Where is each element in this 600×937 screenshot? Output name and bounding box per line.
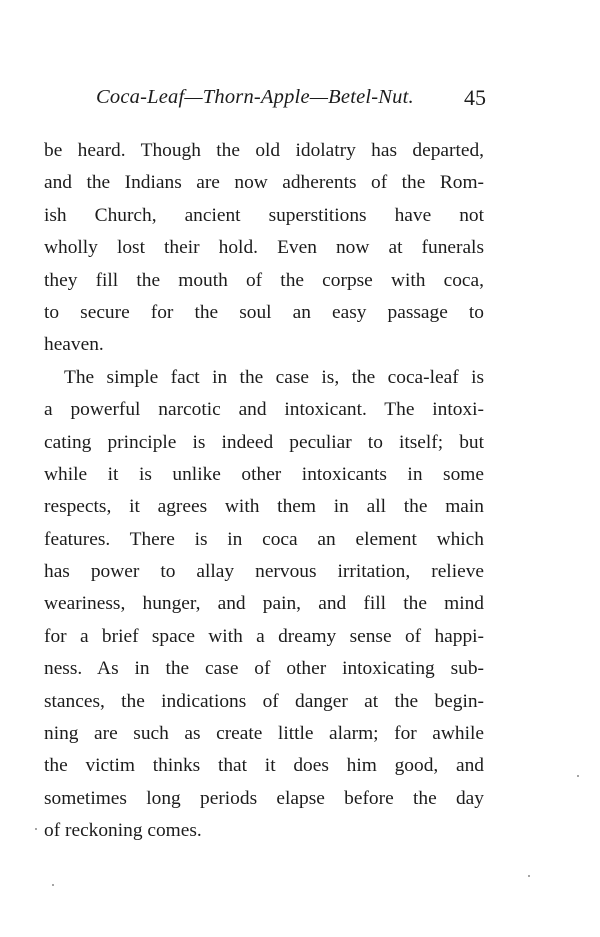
paragraph-2	[44, 362, 484, 848]
running-title: Coca-Leaf—Thorn-Apple—Betel-Nut.	[96, 86, 414, 108]
text-line: of reckoning comes.	[44, 820, 202, 842]
text-line: ning are such as create little alarm; for awhile	[44, 723, 484, 745]
text-line: weariness, hunger, and pain, and fill the mind	[44, 593, 484, 615]
text-line: and the Indians are now adherents of the Rom-	[44, 172, 484, 194]
text-line: to secure for the soul an easy passage to	[44, 301, 484, 323]
text-line: The simple fact in the case is, the coca-leaf is	[64, 366, 484, 388]
text-line: wholly lost their hold. Even now at funerals	[44, 237, 484, 259]
text-line: sometimes long periods elapse before the day	[44, 787, 484, 809]
paragraph-1	[44, 135, 484, 362]
text-line: be heard. Though the old idolatry has departed,	[44, 140, 484, 161]
text-line: features. There is in coca an element which	[44, 528, 484, 550]
text-line: stances, the indications of danger at the begin-	[44, 690, 484, 712]
running-head	[96, 86, 486, 116]
text-line: ness. As in the case of other intoxicating sub-	[44, 658, 484, 680]
text-line: cating principle is indeed peculiar to itself; but	[44, 431, 484, 453]
paper-speck	[35, 828, 37, 830]
paper-speck	[577, 775, 579, 777]
text-line: heaven.	[44, 334, 104, 356]
text-line: they fill the mouth of the corpse with coca,	[44, 269, 484, 291]
text-line: a powerful narcotic and intoxicant. The intoxi-	[44, 399, 484, 421]
text-line: while it is unlike other intoxicants in some	[44, 463, 484, 485]
page-number: 45	[464, 85, 486, 110]
text-line: has power to allay nervous irritation, relieve	[44, 561, 484, 583]
text-line: ish Church, ancient superstitions have not	[44, 204, 484, 226]
text-line: the victim thinks that it does him good, and	[44, 755, 484, 777]
text-line: for a brief space with a dreamy sense of happi-	[44, 625, 484, 647]
body-text	[44, 135, 484, 848]
text-line: respects, it agrees with them in all the main	[44, 496, 484, 518]
paper-speck	[528, 875, 530, 877]
paper-speck	[52, 884, 54, 886]
